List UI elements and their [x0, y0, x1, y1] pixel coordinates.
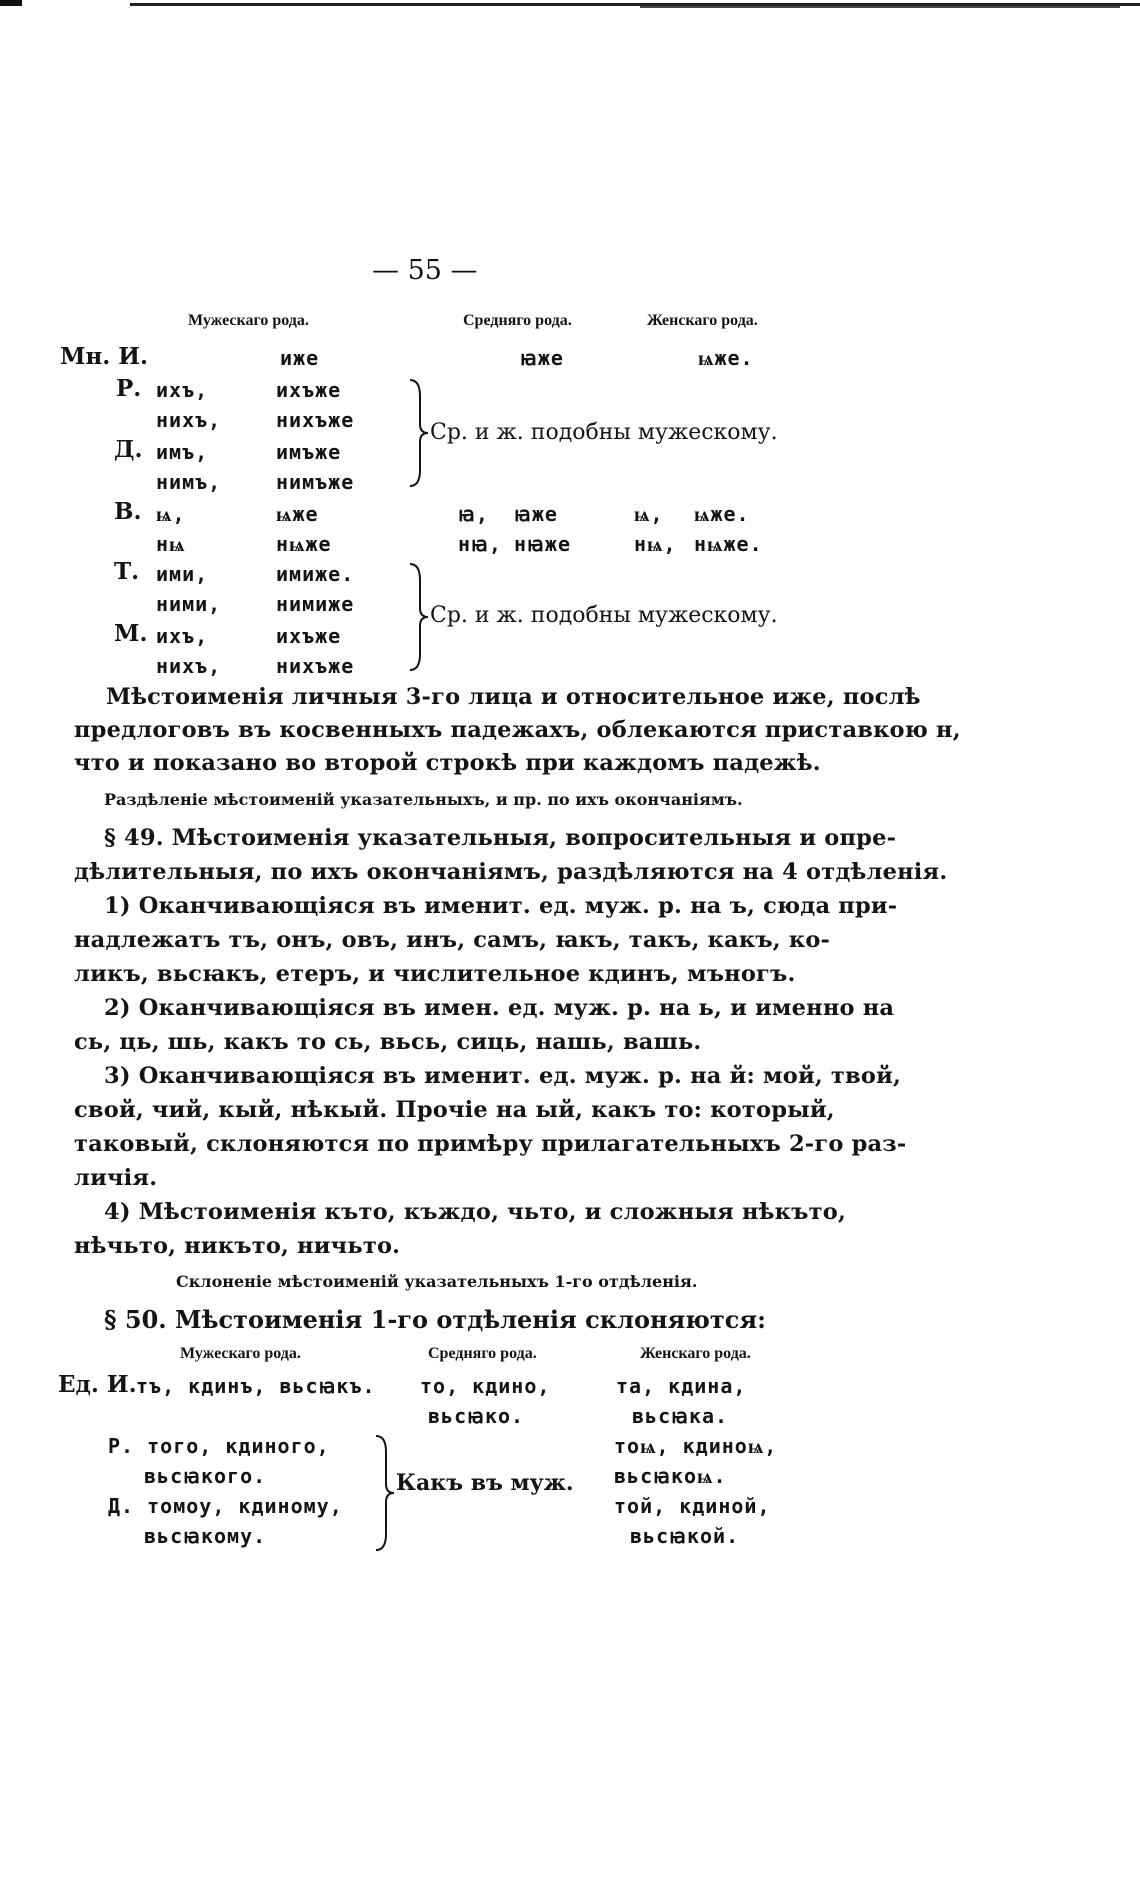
- t1-dat-2: нимъ,: [156, 470, 222, 494]
- case-label-dat: Д.: [114, 436, 143, 463]
- t1-acc-2: нѩ: [156, 532, 186, 556]
- case-label-loc: М.: [114, 620, 148, 647]
- t2-nom-neut-1: то, кдино,: [420, 1374, 551, 1398]
- t1-loc-rel-2: нихъже: [276, 654, 355, 678]
- brace-right-3: [374, 1434, 396, 1552]
- t1-dat-rel-2: нимъже: [276, 470, 355, 494]
- t1-nom-fem: ѩже.: [698, 346, 754, 370]
- t2-gen-masc-2: вьсꙗкого.: [144, 1464, 267, 1488]
- t2-dat-fem-1: той, кдиной,: [614, 1494, 771, 1518]
- t1-acc-neut-rel-2: нꙗже: [514, 532, 571, 556]
- subheading-division: Раздѣленіе мѣстоименій указательныхъ, и пр. по ихъ окончаніямъ.: [104, 790, 743, 809]
- t1-nom-masc: иже: [280, 346, 320, 370]
- t1-ins-rel-1: имиже.: [276, 562, 355, 586]
- t2-gen-masc-1: Р. того, кдиного,: [108, 1434, 330, 1458]
- case-label-ins: Т.: [114, 558, 140, 585]
- t2-nom-masc: тъ, кдинъ, вьсꙗкъ.: [136, 1374, 376, 1398]
- item1-line2: надлежатъ тъ, онъ, овъ, инъ, самъ, ꙗкъ, такъ, какъ, ко-: [74, 927, 831, 953]
- t1-acc-fem-rel-1: ѩже.: [694, 502, 750, 526]
- t1-note-1: Ср. и ж. подобны мужескому.: [430, 420, 778, 445]
- case-label-nom-sg: Ед. И.: [58, 1371, 137, 1398]
- item3-line2: свой, чий, кый, нѣкый. Прочіе на ый, какъ то: который,: [74, 1097, 835, 1123]
- table2-header-neut: Средняго рода.: [428, 1345, 537, 1362]
- t1-acc-neut-1: ꙗ,: [458, 502, 489, 526]
- item3-line4: личія.: [74, 1165, 158, 1191]
- item4-line2: нѣчьто, никъто, ничьто.: [74, 1233, 401, 1259]
- t1-ins-rel-2: нимиже: [276, 592, 355, 616]
- item4-line1: 4) Мѣстоименія къто, къждо, чьто, и сложныя нѣкъто,: [104, 1199, 846, 1225]
- item3-line1: 3) Оканчивающіяся въ именит. ед. муж. р. на й: мой, твой,: [104, 1063, 902, 1089]
- t2-gen-fem-1: тоѩ, кдиноѩ,: [614, 1434, 778, 1458]
- item3-line3: таковый, склоняются по примѣру прилагательныхъ 2-го раз-: [74, 1131, 907, 1157]
- table2-header-fem: Женскаго рода.: [640, 1345, 751, 1362]
- case-label-gen: Р.: [116, 375, 142, 402]
- t2-nom-fem-1: та, кдина,: [616, 1374, 747, 1398]
- t2-dat-masc-2: вьсꙗкому.: [144, 1524, 267, 1548]
- case-label-nom-pl: Мн. И.: [60, 343, 149, 370]
- para1-line2: предлоговъ въ косвенныхъ падежахъ, облекаются приставкою н,: [74, 717, 961, 743]
- section50-title: § 50. Мѣстоименія 1-го отдѣленія склоняются:: [104, 1305, 766, 1334]
- t1-gen-2: нихъ,: [156, 408, 222, 432]
- brace-right-2: [408, 562, 430, 672]
- t1-acc-fem-2: нѩ,: [634, 532, 677, 556]
- para1-line1: Мѣстоименія личныя 3-го лица и относительное иже, послѣ: [106, 684, 921, 710]
- t2-gen-fem-2: вьсꙗкоѩ.: [614, 1464, 727, 1488]
- t1-dat-1: имъ,: [156, 440, 209, 464]
- item2-line2: сь, ць, шь, какъ то сь, вьсь, сиць, нашь, вашь.: [74, 1029, 702, 1055]
- table1-header-neut: Средняго рода.: [463, 312, 572, 329]
- t1-ins-1: ими,: [156, 562, 209, 586]
- page-number: — 55 —: [372, 255, 478, 286]
- table1-header-fem: Женскаго рода.: [647, 312, 758, 329]
- t1-loc-2: нихъ,: [156, 654, 222, 678]
- t1-nom-neut: ꙗже: [520, 346, 564, 370]
- t1-acc-1: ѩ,: [156, 502, 186, 526]
- t1-acc-rel-2: нѩже: [276, 532, 332, 556]
- t1-ins-2: ними,: [156, 592, 222, 616]
- case-label-acc: В.: [114, 498, 142, 525]
- t2-nom-neut-2: вьсꙗко.: [428, 1404, 525, 1428]
- t1-note-2: Ср. и ж. подобны мужескому.: [430, 603, 778, 628]
- item1-line1: 1) Оканчивающіяся въ именит. ед. муж. р. на ъ, сюда при-: [104, 893, 898, 919]
- para1-line3: что и показано во второй строкѣ при каждомъ падежѣ.: [74, 750, 821, 776]
- section49-line1: § 49. Мѣстоименія указательныя, вопросительныя и опре-: [104, 825, 897, 851]
- table2-header-masc: Мужескаго рода.: [180, 1345, 301, 1362]
- t2-note: Какъ въ муж.: [396, 1470, 574, 1496]
- subheading-declension: Склоненіе мѣстоименій указательныхъ 1-го отдѣленія.: [176, 1272, 698, 1291]
- t1-acc-fem-rel-2: нѩже.: [694, 532, 763, 556]
- t1-acc-rel-1: ѩже: [276, 502, 319, 526]
- t1-acc-neut-rel-1: ꙗже: [514, 502, 558, 526]
- t1-acc-neut-2: нꙗ,: [458, 532, 502, 556]
- t2-nom-fem-2: вьсꙗка.: [632, 1404, 729, 1428]
- t2-dat-masc-1: Д. томоу, кдиному,: [108, 1494, 343, 1518]
- t1-gen-1: ихъ,: [156, 378, 209, 402]
- t1-gen-rel-2: нихъже: [276, 408, 355, 432]
- t1-loc-rel-1: ихъже: [276, 624, 342, 648]
- item1-line3: ликъ, вьсꙗкъ, етеръ, и числительное кдинъ, мъногъ.: [74, 961, 796, 987]
- t2-dat-fem-2: вьсꙗкой.: [630, 1524, 740, 1548]
- brace-right-1: [408, 378, 430, 488]
- t1-loc-1: ихъ,: [156, 624, 209, 648]
- table1-header-masc: Мужескаго рода.: [188, 312, 309, 329]
- t1-dat-rel-1: имъже: [276, 440, 342, 464]
- scan-edge-line: [0, 0, 1140, 12]
- section49-line2: дѣлительныя, по ихъ окончаніямъ, раздѣляются на 4 отдѣленія.: [74, 859, 948, 885]
- t1-acc-fem-1: ѩ,: [634, 502, 664, 526]
- item2-line1: 2) Оканчивающіяся въ имен. ед. муж. р. на ь, и именно на: [104, 995, 895, 1021]
- t1-gen-rel-1: ихъже: [276, 378, 342, 402]
